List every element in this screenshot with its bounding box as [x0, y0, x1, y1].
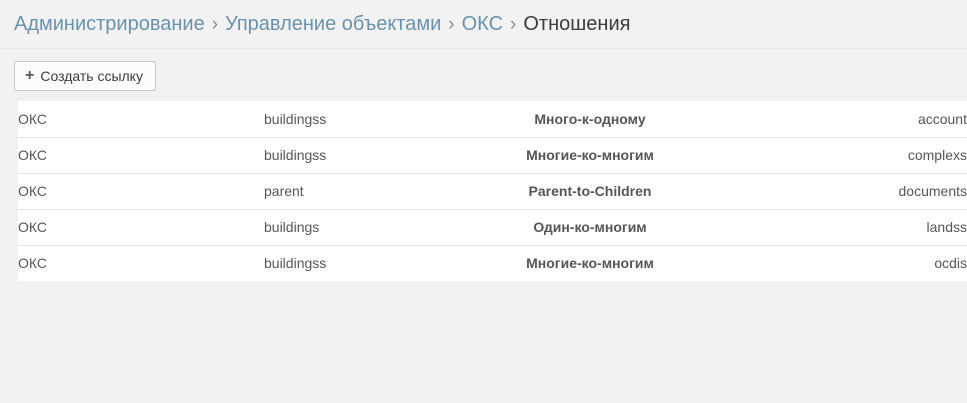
- field-cell: buildingss: [264, 110, 327, 127]
- related-module-cell: ocdis: [934, 255, 967, 272]
- create-link-button-label: Создать ссылку: [40, 68, 143, 84]
- relation-type-cell: Многие-ко-многим: [526, 255, 654, 272]
- relation-type-cell: Много-к-одному: [534, 110, 646, 127]
- breadcrumb-separator: ›: [211, 14, 219, 35]
- breadcrumb-separator: ›: [448, 14, 455, 35]
- breadcrumb-link-object-management[interactable]: Управление объектами: [225, 13, 442, 35]
- object-cell: ОКС: [18, 255, 47, 272]
- toolbar: [0, 49, 967, 91]
- breadcrumb-link-administration[interactable]: Администрирование: [14, 13, 205, 35]
- table-row[interactable]: [18, 209, 967, 245]
- table-row[interactable]: [18, 245, 967, 281]
- plus-icon: +: [25, 67, 35, 84]
- object-cell: ОКС: [18, 147, 47, 163]
- relation-type-cell: Один-ко-многим: [533, 219, 647, 235]
- breadcrumb-current-relations: Отношения: [523, 13, 631, 35]
- relation-type-cell: Многие-ко-многим: [526, 147, 654, 163]
- create-link-button[interactable]: [14, 61, 156, 91]
- field-cell: buildingss: [264, 255, 327, 272]
- object-cell: ОКС: [18, 219, 47, 235]
- related-module-cell: documents: [898, 183, 967, 199]
- table-row[interactable]: [18, 101, 967, 137]
- breadcrumb-link-oks[interactable]: ОКС: [461, 13, 504, 35]
- breadcrumb: [14, 11, 953, 38]
- table-row[interactable]: [18, 173, 967, 209]
- breadcrumb-separator: ›: [510, 14, 517, 35]
- field-cell: buildingss: [264, 147, 327, 163]
- related-module-cell: account: [917, 110, 967, 127]
- relations-table: [18, 101, 967, 281]
- breadcrumb-bar: [0, 0, 967, 49]
- relations-table-container: [18, 101, 967, 281]
- object-cell: ОКС: [18, 183, 47, 199]
- relation-type-cell: Parent-to-Children: [528, 183, 652, 199]
- table-row[interactable]: [18, 137, 967, 173]
- field-cell: buildings: [264, 219, 320, 235]
- object-cell: ОКС: [18, 110, 47, 127]
- related-module-cell: complexs: [907, 147, 967, 163]
- field-cell: parent: [264, 183, 304, 199]
- related-module-cell: landss: [926, 219, 967, 235]
